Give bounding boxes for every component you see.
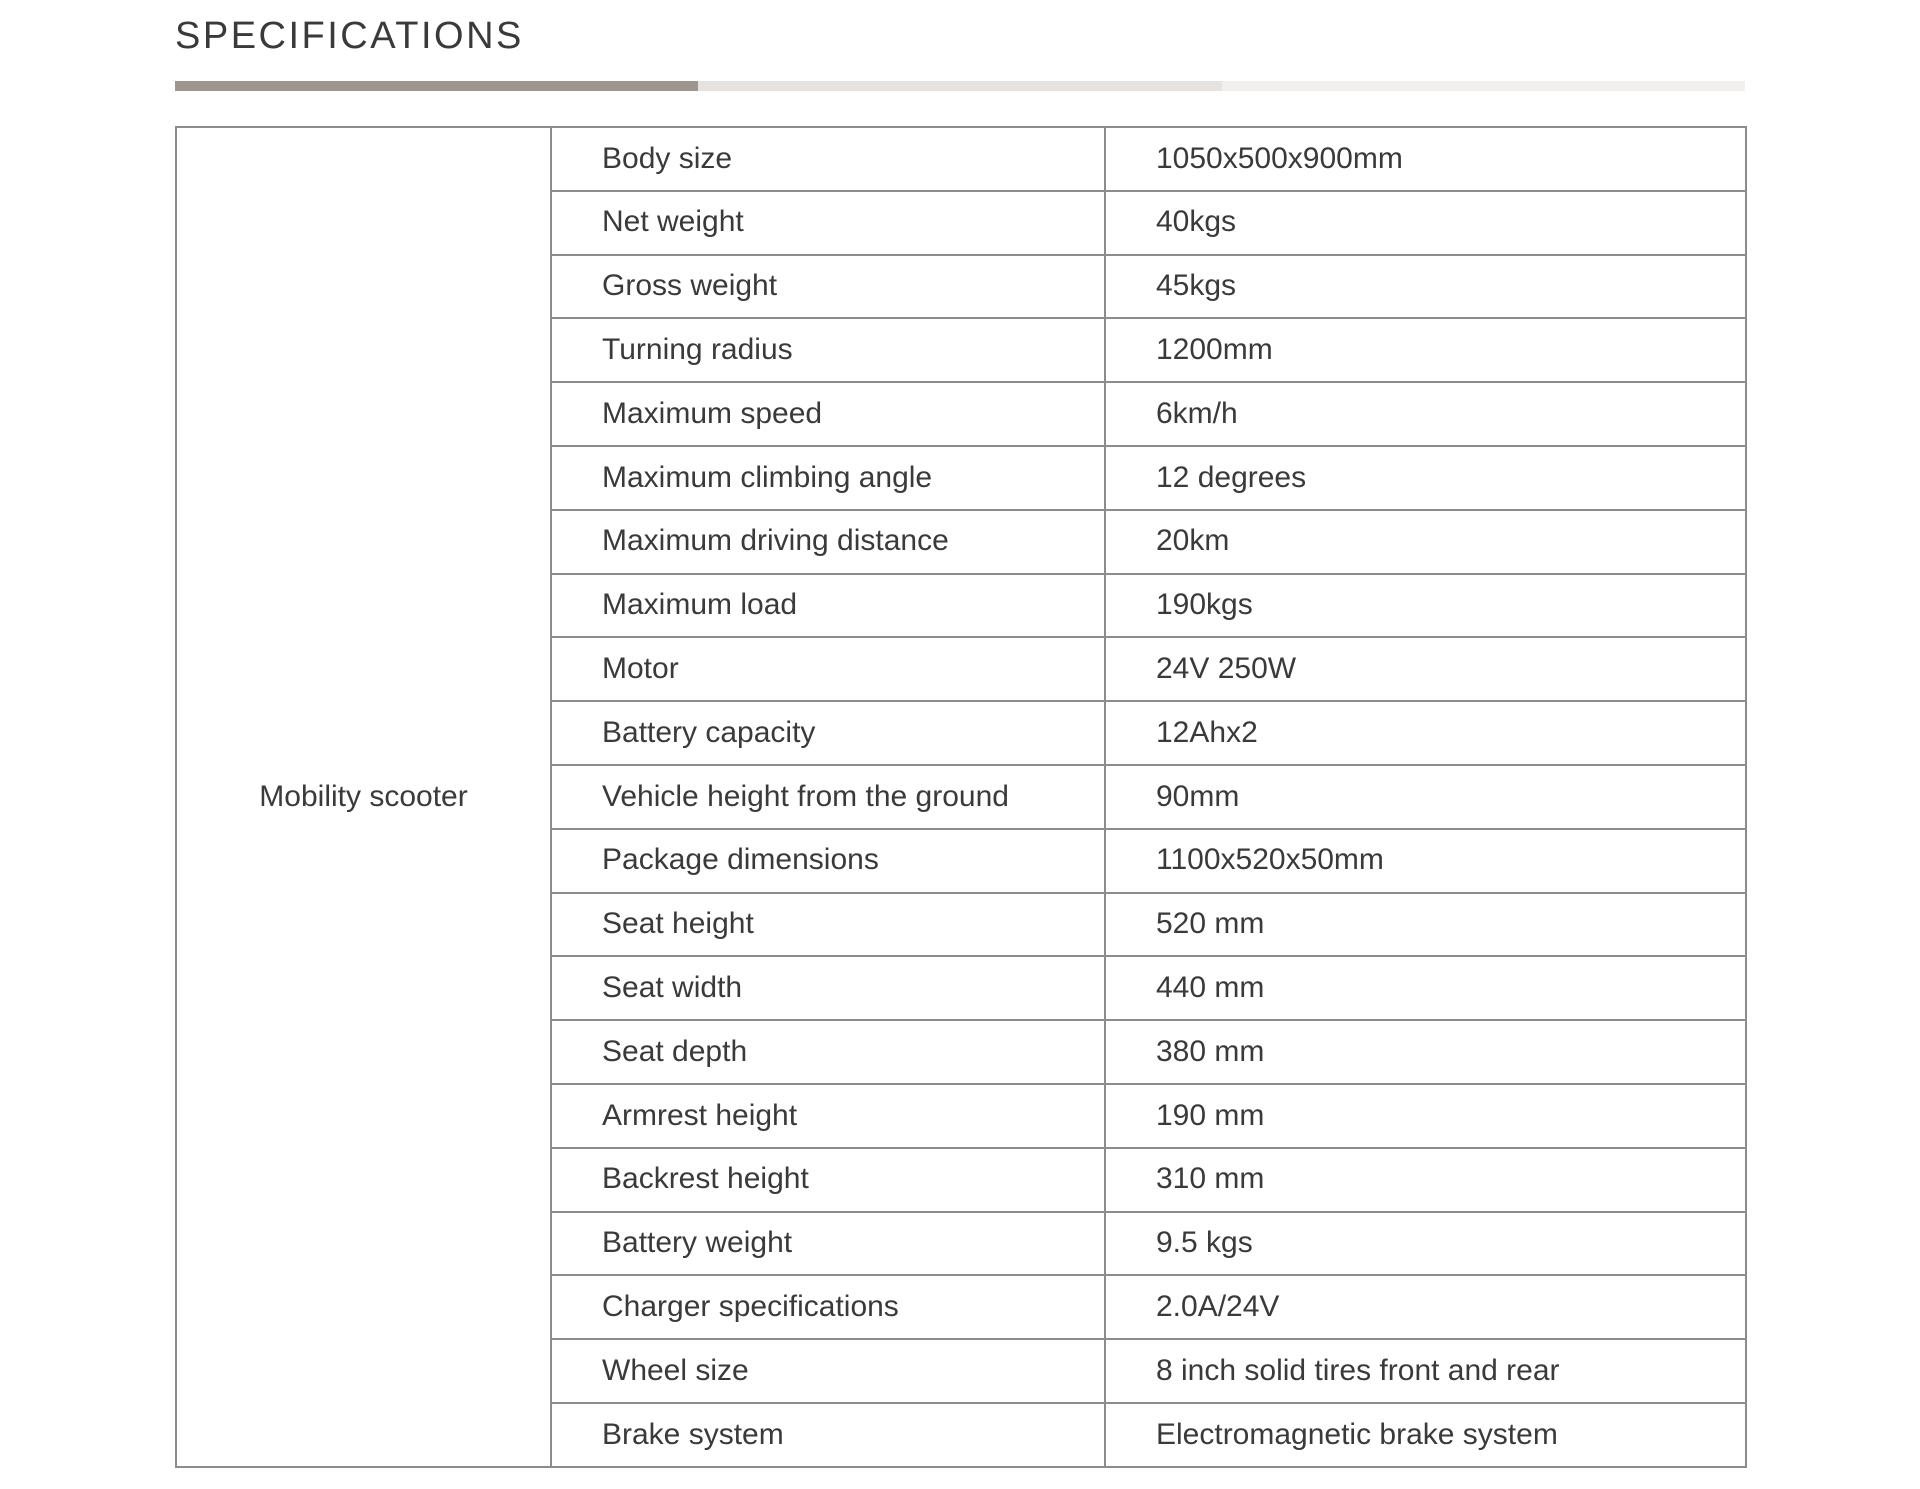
spec-value: 1200mm	[1105, 318, 1746, 382]
spec-label: Body size	[551, 127, 1105, 191]
spec-label: Maximum speed	[551, 382, 1105, 446]
spec-value: 40kgs	[1105, 191, 1746, 255]
spec-value: 440 mm	[1105, 956, 1746, 1020]
spec-value: 1100x520x50mm	[1105, 829, 1746, 893]
spec-value: 190 mm	[1105, 1084, 1746, 1148]
spec-value: 1050x500x900mm	[1105, 127, 1746, 191]
spec-value: 190kgs	[1105, 574, 1746, 638]
spec-label: Net weight	[551, 191, 1105, 255]
spec-label: Maximum load	[551, 574, 1105, 638]
spec-value: Electromagnetic brake system	[1105, 1403, 1746, 1467]
spec-value: 6km/h	[1105, 382, 1746, 446]
spec-value: 380 mm	[1105, 1020, 1746, 1084]
table-row	[176, 127, 1746, 191]
spec-label: Brake system	[551, 1403, 1105, 1467]
spec-label: Battery capacity	[551, 701, 1105, 765]
spec-value: 20km	[1105, 510, 1746, 574]
spec-label: Seat width	[551, 956, 1105, 1020]
spec-label: Seat height	[551, 893, 1105, 957]
title-underline-bar	[175, 81, 1745, 91]
specifications-table	[175, 126, 1747, 1468]
spec-label: Vehicle height from the ground	[551, 765, 1105, 829]
spec-label: Wheel size	[551, 1339, 1105, 1403]
spec-label: Seat depth	[551, 1020, 1105, 1084]
bar-segment-light	[1222, 81, 1745, 91]
spec-label: Maximum driving distance	[551, 510, 1105, 574]
spec-value: 90mm	[1105, 765, 1746, 829]
bar-segment-dark	[175, 81, 698, 91]
spec-label: Charger specifications	[551, 1275, 1105, 1339]
spec-value: 2.0A/24V	[1105, 1275, 1746, 1339]
spec-label: Battery weight	[551, 1212, 1105, 1276]
spec-label: Backrest height	[551, 1148, 1105, 1212]
spec-label: Armrest height	[551, 1084, 1105, 1148]
spec-label: Package dimensions	[551, 829, 1105, 893]
spec-value: 24V 250W	[1105, 637, 1746, 701]
spec-label: Motor	[551, 637, 1105, 701]
page-title: SPECIFICATIONS	[175, 15, 524, 57]
spec-value: 520 mm	[1105, 893, 1746, 957]
spec-value: 45kgs	[1105, 255, 1746, 319]
spec-label: Turning radius	[551, 318, 1105, 382]
spec-value: 9.5 kgs	[1105, 1212, 1746, 1276]
spec-value: 12 degrees	[1105, 446, 1746, 510]
spec-label: Maximum climbing angle	[551, 446, 1105, 510]
spec-value: 310 mm	[1105, 1148, 1746, 1212]
category-cell: Mobility scooter	[176, 127, 551, 1467]
spec-label: Gross weight	[551, 255, 1105, 319]
spec-table-body	[176, 127, 1746, 1467]
spec-value: 8 inch solid tires front and rear	[1105, 1339, 1746, 1403]
bar-segment-medium	[698, 81, 1221, 91]
spec-value: 12Ahx2	[1105, 701, 1746, 765]
